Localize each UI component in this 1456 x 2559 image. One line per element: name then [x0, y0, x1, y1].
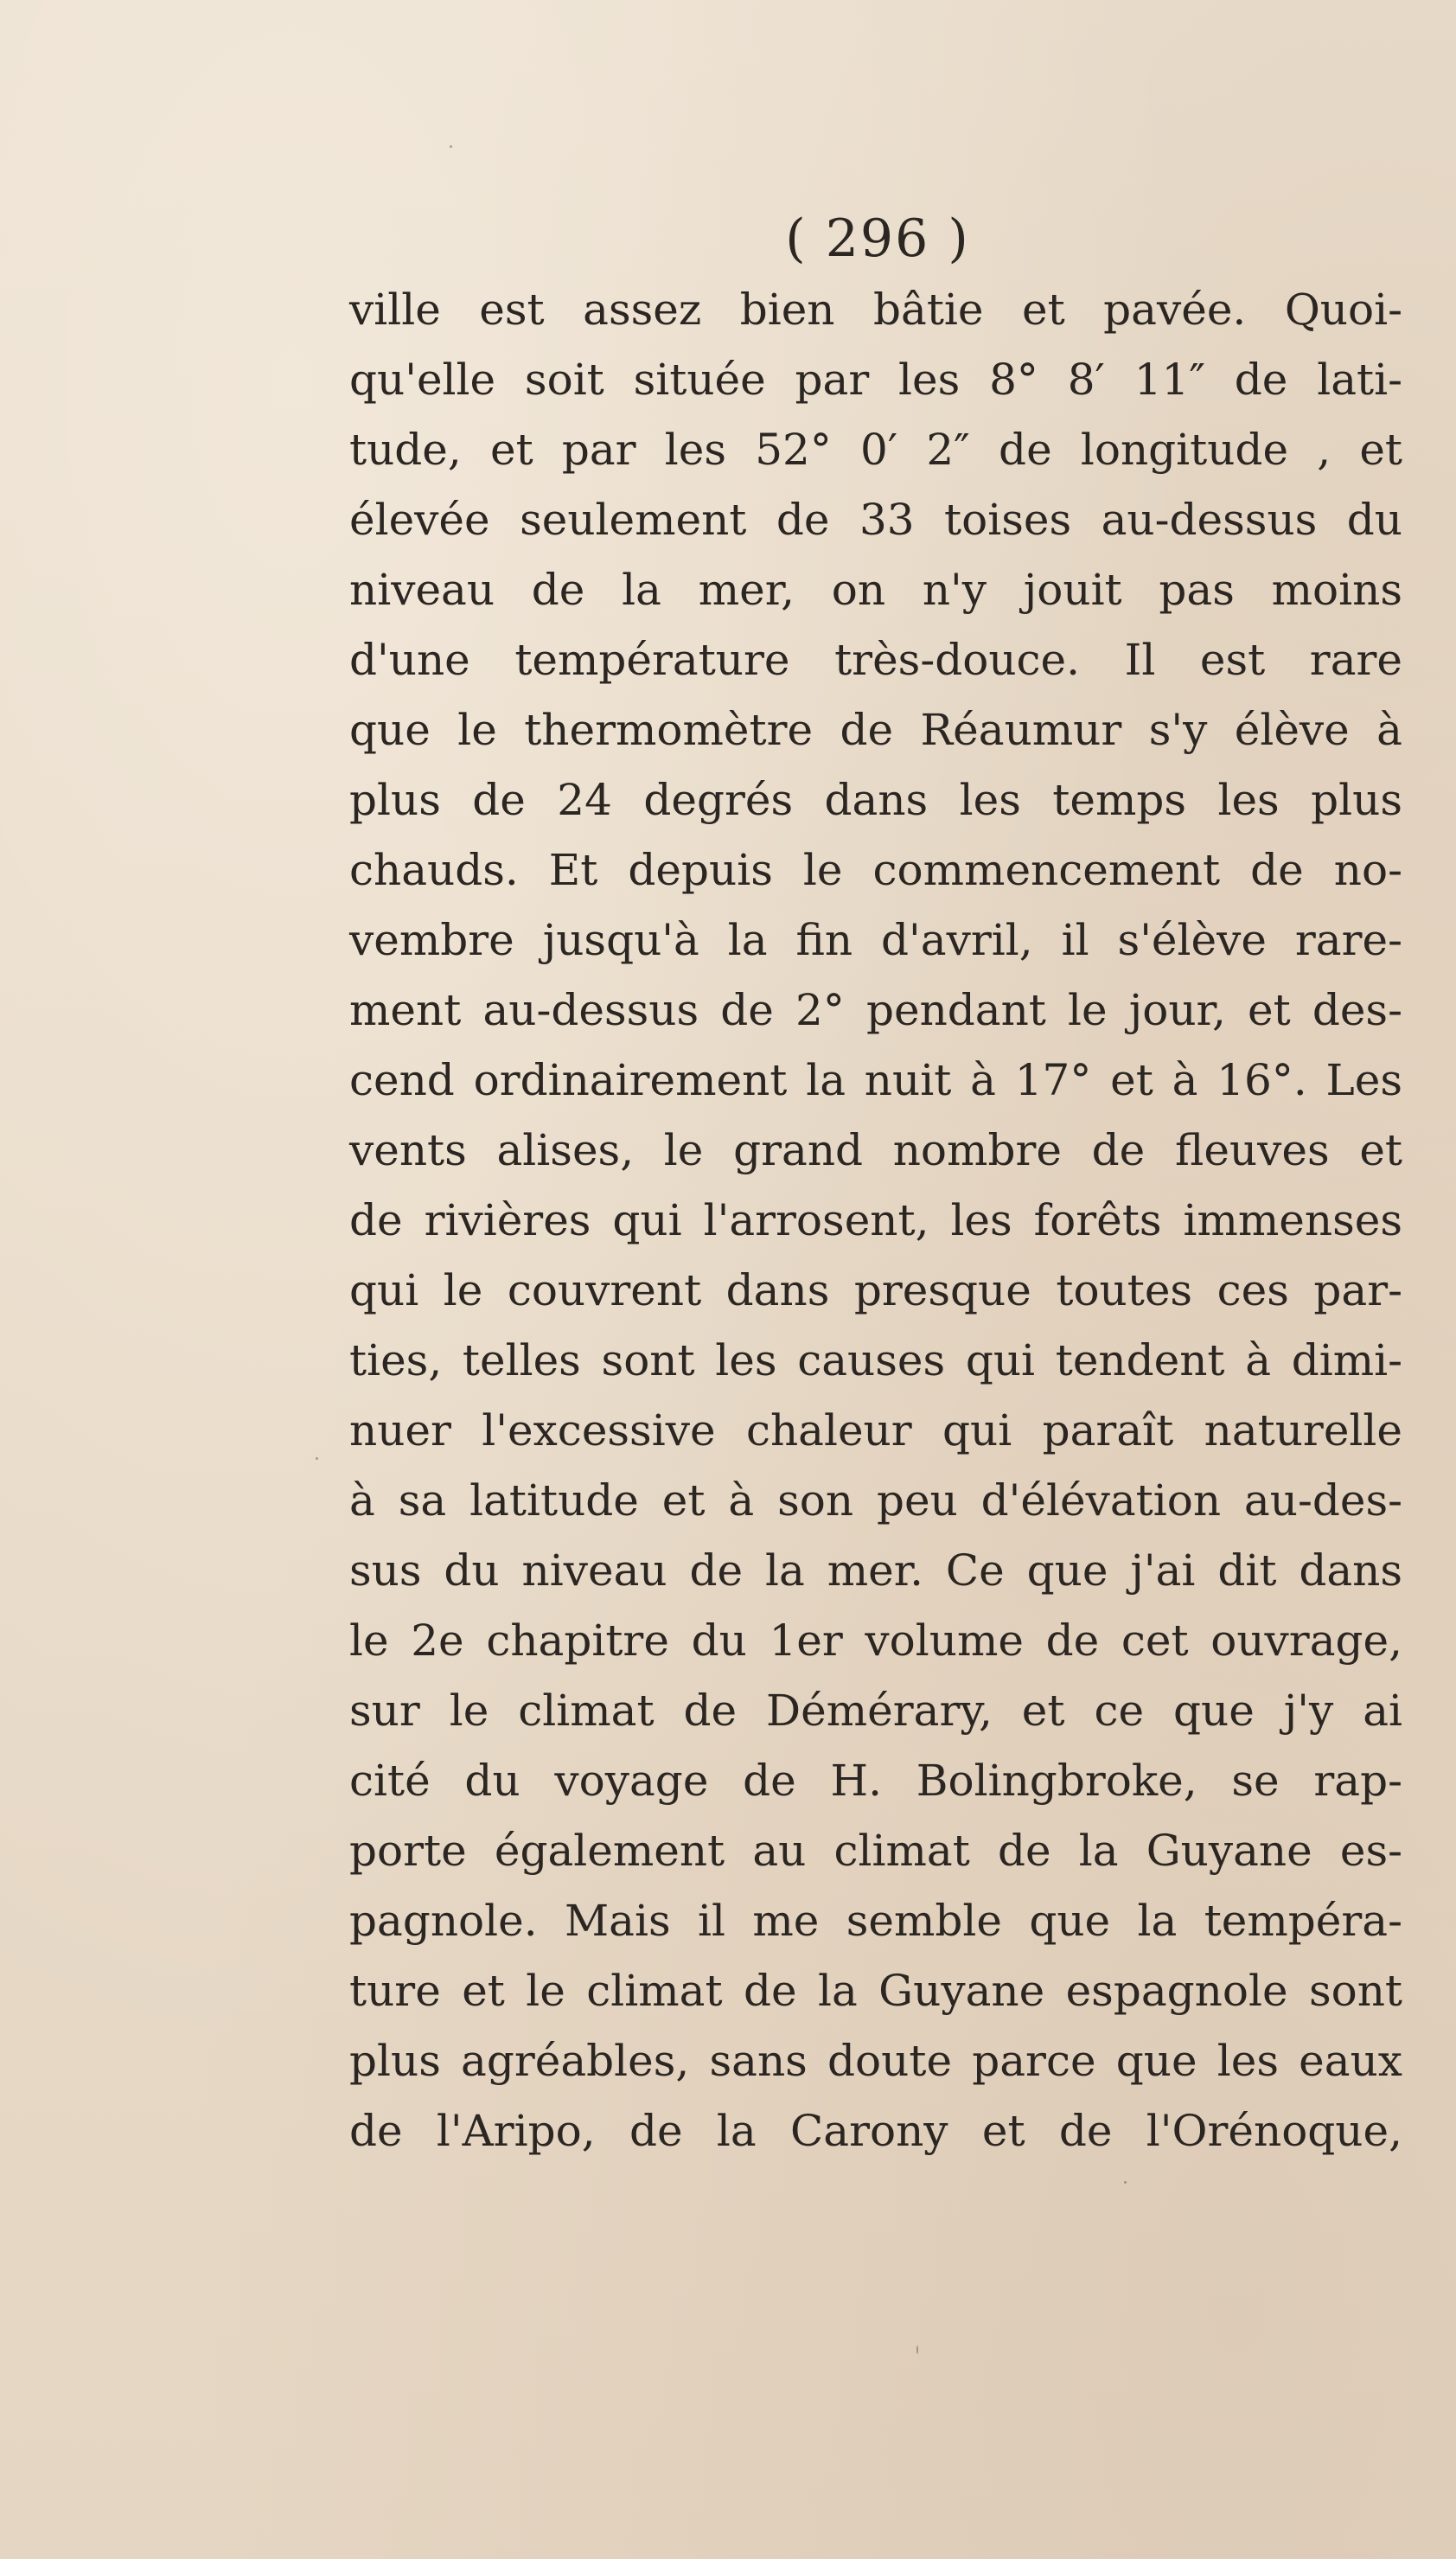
- text-line: porte également au climat de la Guyane es-: [349, 1826, 1402, 1876]
- text-line: vents alises, le grand nombre de fleuves et: [349, 1125, 1402, 1175]
- text-line: le 2e chapitre du 1er volume de cet ouvrage,: [349, 1615, 1402, 1666]
- paper-speck: [916, 2345, 918, 2354]
- text-line: que le thermomètre de Réaumur s'y élève à: [349, 705, 1402, 755]
- text-line: vembre jusqu'à la fin d'avril, il s'élève rare-: [349, 915, 1402, 965]
- text-line: cité du voyage de H. Bolingbroke, se rap-: [349, 1756, 1402, 1806]
- text-line: ville est assez bien bâtie et pavée. Quoi-: [349, 285, 1402, 335]
- page-number: ( 296 ): [785, 208, 970, 269]
- paper-speck: [316, 1457, 318, 1460]
- text-line: qu'elle soit située par les 8° 8′ 11″ de lati-: [349, 355, 1402, 405]
- text-line: pagnole. Mais il me semble que la tempéra-: [349, 1896, 1402, 1946]
- text-line: plus agréables, sans doute parce que les eaux: [349, 2036, 1402, 2086]
- text-line: d'une température très-douce. Il est rare: [349, 635, 1402, 685]
- text-line: tude, et par les 52° 0′ 2″ de longitude , et: [349, 425, 1402, 475]
- text-line: ties, telles sont les causes qui tendent à dimi-: [349, 1335, 1402, 1385]
- paper-speck: [1124, 2181, 1127, 2184]
- text-line: élevée seulement de 33 toises au-dessus du: [349, 495, 1402, 545]
- text-line: qui le couvrent dans presque toutes ces par-: [349, 1265, 1402, 1315]
- text-line: plus de 24 degrés dans les temps les plus: [349, 775, 1402, 825]
- text-line: ture et le climat de la Guyane espagnole sont: [349, 1966, 1402, 2016]
- text-line: nuer l'excessive chaleur qui paraît naturelle: [349, 1405, 1402, 1455]
- text-line: ment au-dessus de 2° pendant le jour, et des-: [349, 985, 1402, 1035]
- text-line: cend ordinairement la nuit à 17° et à 16°. Les: [349, 1055, 1402, 1105]
- body-text: [349, 275, 1402, 2166]
- text-line: chauds. Et depuis le commencement de no-: [349, 845, 1402, 895]
- text-line: de rivières qui l'arrosent, les forêts immenses: [349, 1195, 1402, 1245]
- text-line: de l'Aripo, de la Carony et de l'Orénoque,: [349, 2106, 1402, 2156]
- text-line: sur le climat de Démérary, et ce que j'y ai: [349, 1686, 1402, 1736]
- paper-speck: [450, 145, 452, 148]
- text-line: à sa latitude et à son peu d'élévation au-des-: [349, 1475, 1402, 1526]
- text-line: niveau de la mer, on n'y jouit pas moins: [349, 565, 1402, 615]
- text-line: sus du niveau de la mer. Ce que j'ai dit dans: [349, 1545, 1402, 1596]
